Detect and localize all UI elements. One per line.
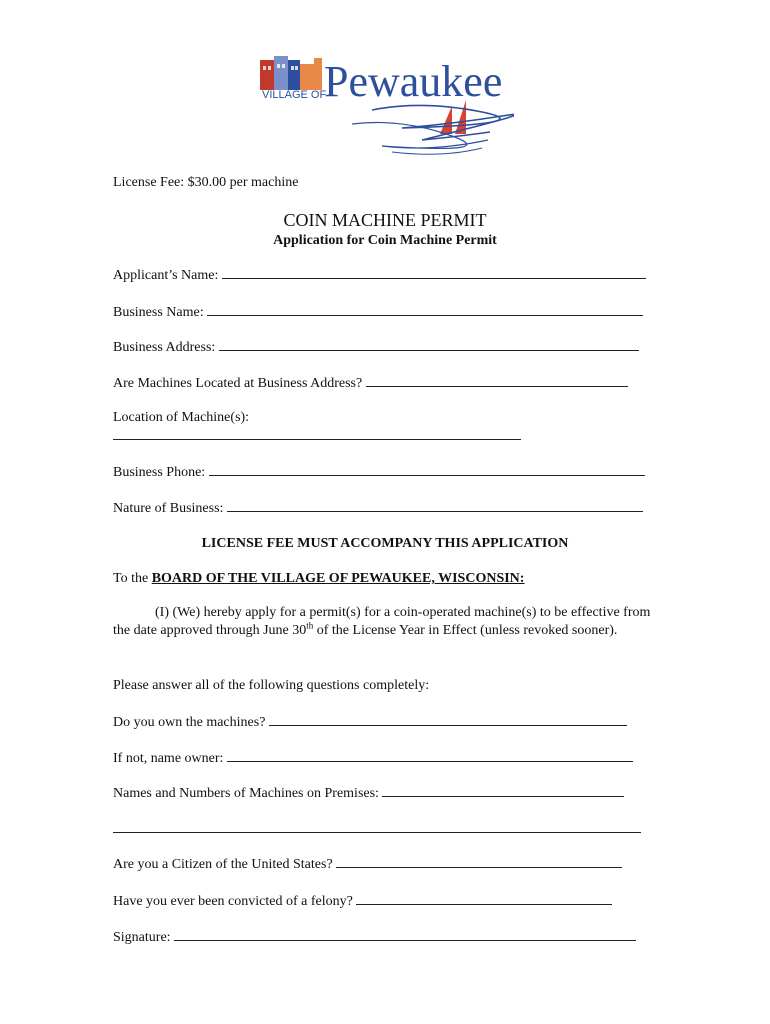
application-text-sup: th <box>306 620 314 631</box>
village-logo <box>252 40 514 160</box>
fee-notice: LICENSE FEE MUST ACCOMPANY THIS APPLICATION <box>201 536 569 551</box>
name-owner-row <box>113 749 633 767</box>
business-address-row <box>113 338 639 356</box>
felony-field[interactable] <box>356 892 612 905</box>
business-name-row <box>113 303 643 321</box>
felony-row <box>113 892 612 910</box>
application-text-part2: of the License Year in Effect (unless revoked sooner). <box>313 623 618 638</box>
names-numbers-field-2[interactable] <box>113 820 641 833</box>
business-name-field[interactable] <box>207 303 643 316</box>
names-numbers-row-2 <box>113 820 641 838</box>
location-of-machines-label: Location of Machine(s): <box>113 410 250 425</box>
signature-label: Signature: <box>113 930 171 945</box>
applicant-name-label: Applicant’s Name: <box>113 268 219 283</box>
location-of-machines-field[interactable] <box>113 427 521 440</box>
nature-of-business-field[interactable] <box>227 499 643 512</box>
citizen-label: Are you a Citizen of the United States? <box>113 857 333 872</box>
business-address-field[interactable] <box>219 338 639 351</box>
location-of-machines-row <box>113 427 521 445</box>
application-statement <box>113 604 653 640</box>
business-name-label: Business Name: <box>113 305 204 320</box>
logo-small-text: VILLAGE OF <box>262 89 327 101</box>
felony-label: Have you ever been convicted of a felony? <box>113 894 353 909</box>
machines-at-address-row <box>113 374 628 392</box>
nature-of-business-label: Nature of Business: <box>113 501 224 516</box>
page-subtitle: Application for Coin Machine Permit <box>273 233 497 248</box>
applicant-name-row <box>113 266 646 284</box>
business-phone-row <box>113 463 645 481</box>
citizen-field[interactable] <box>336 855 622 868</box>
instructions: Please answer all of the following questions completely: <box>113 678 430 693</box>
application-text-part1: (I) (We) hereby apply for a permit(s) for a coin-operated machine(s) to be effective from the date approved through June 30 <box>113 605 651 638</box>
name-owner-field[interactable] <box>227 749 633 762</box>
logo-large-text: Pewaukee <box>324 57 503 106</box>
page-title: COIN MACHINE PERMIT <box>283 210 487 230</box>
business-phone-field[interactable] <box>209 463 645 476</box>
citizen-row <box>113 855 622 873</box>
own-machines-row <box>113 713 627 731</box>
name-owner-label: If not, name owner: <box>113 751 224 766</box>
addressee-prefix: To the <box>113 571 149 586</box>
own-machines-label: Do you own the machines? <box>113 715 266 730</box>
business-phone-label: Business Phone: <box>113 465 206 480</box>
signature-row <box>113 928 636 946</box>
names-numbers-row <box>113 784 624 802</box>
names-numbers-label: Names and Numbers of Machines on Premises: <box>113 786 379 801</box>
applicant-name-field[interactable] <box>222 266 646 279</box>
business-address-label: Business Address: <box>113 340 216 355</box>
nature-of-business-row <box>113 499 643 517</box>
names-numbers-field[interactable] <box>382 784 624 797</box>
addressee-board: BOARD OF THE VILLAGE OF PEWAUKEE, WISCONSIN: <box>151 571 525 586</box>
machines-at-address-label: Are Machines Located at Business Address? <box>113 376 363 391</box>
machines-at-address-field[interactable] <box>366 374 628 387</box>
own-machines-field[interactable] <box>269 713 627 726</box>
signature-field[interactable] <box>174 928 636 941</box>
addressee-row <box>113 571 524 587</box>
license-fee: License Fee: $30.00 per machine <box>113 175 299 190</box>
